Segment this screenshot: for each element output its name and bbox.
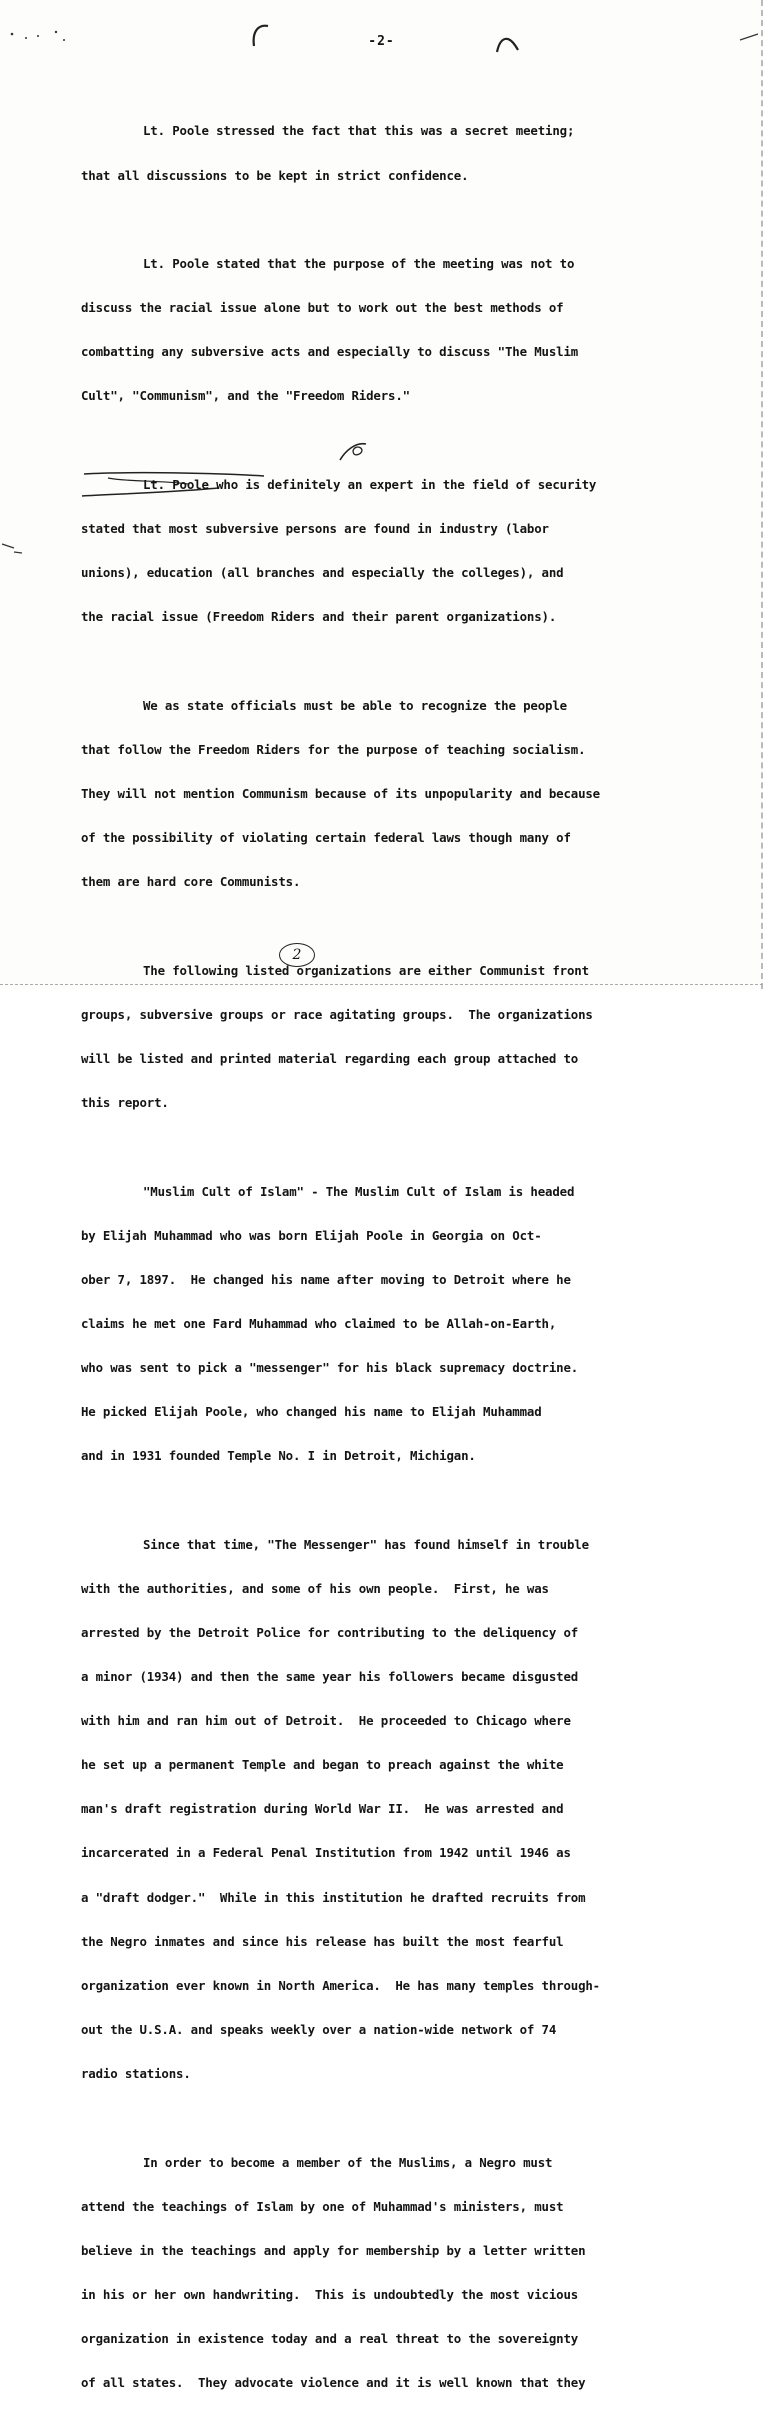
text-line: the Negro inmates and since his release has built the most fearful <box>81 1933 564 1949</box>
document-body <box>81 95 741 2435</box>
paragraph-4 <box>81 669 741 919</box>
text-line: arrested by the Detroit Police for contributing to the deliquency of <box>81 1624 579 1640</box>
text-line: In order to become a member of the Muslims, a Negro must <box>143 2154 553 2170</box>
text-line: that all discussions to be kept in strict confidence. <box>81 167 469 183</box>
paragraph-1 <box>81 95 741 213</box>
text-line: unions), education (all branches and especially the colleges), and <box>81 565 564 581</box>
text-line: who was sent to pick a "messenger" for his black supremacy doctrine. <box>81 1359 579 1375</box>
text-line: a "draft dodger." While in this institution he drafted recruits from <box>81 1889 586 1905</box>
text-line: organization in existence today and a real threat to the sovereignty <box>81 2330 579 2346</box>
text-line: radio stations. <box>81 2066 191 2081</box>
text-line: stated that most subversive persons are found in industry (labor <box>81 520 549 536</box>
text-line: this report. <box>81 1095 169 1110</box>
text-line: organization ever known in North America. He has many temples through- <box>81 1977 600 1993</box>
paragraph-8 <box>81 2126 741 2420</box>
handwritten-page-number: 2 <box>279 943 315 967</box>
text-line: "Muslim Cult of Islam" - The Muslim Cult of Islam is headed <box>143 1183 575 1199</box>
text-line: them are hard core Communists. <box>81 874 301 890</box>
text-line: ober 7, 1897. He changed his name after moving to Detroit where he <box>81 1271 571 1287</box>
text-line: Since that time, "The Messenger" has found himself in trouble <box>143 1536 589 1552</box>
scan-bottom-edge <box>0 983 763 985</box>
text-line: of all states. They advocate violence and it is well known that they <box>81 2375 586 2391</box>
text-line: We as state officials must be able to recognize the people <box>143 697 567 713</box>
scan-right-edge <box>759 0 763 989</box>
text-line: that follow the Freedom Riders for the purpose of teaching socialism. <box>81 741 586 757</box>
text-line: Lt. Poole who is definitely an expert in the field of security <box>143 476 597 492</box>
text-line: in his or her own handwriting. This is undoubtedly the most vicious <box>81 2286 579 2302</box>
text-line: claims he met one Fard Muhammad who claimed to be Allah-on-Earth, <box>81 1315 557 1331</box>
paragraph-5 <box>81 934 741 1140</box>
paragraph-7 <box>81 1508 741 2111</box>
text-line: groups, subversive groups or race agitating groups. The organizations <box>81 1006 593 1022</box>
text-line: combatting any subversive acts and especially to discuss "The Muslim <box>81 344 579 360</box>
text-line: man's draft registration during World War II. He was arrested and <box>81 1801 564 1817</box>
text-line: out the U.S.A. and speaks weekly over a nation-wide network of 74 <box>81 2021 557 2037</box>
text-line: with him and ran him out of Detroit. He proceeded to Chicago where <box>81 1713 571 1729</box>
scan-dash-left-margin <box>0 538 24 558</box>
text-line: by Elijah Muhammad who was born Elijah Poole in Georgia on Oct- <box>81 1227 542 1243</box>
text-line: attend the teachings of Islam by one of Muhammad's ministers, must <box>81 2198 564 2214</box>
text-line: Cult", "Communism", and the "Freedom Riders." <box>81 388 410 404</box>
text-line: a minor (1934) and then the same year his followers became disgusted <box>81 1669 579 1685</box>
text-line: incarcerated in a Federal Penal Institution from 1942 until 1946 as <box>81 1845 571 1861</box>
text-line: the racial issue (Freedom Riders and their parent organizations). <box>81 609 557 625</box>
text-line: Lt. Poole stated that the purpose of the meeting was not to <box>143 256 575 272</box>
paragraph-2 <box>81 228 741 434</box>
paragraph-3 <box>81 448 741 654</box>
text-line: he set up a permanent Temple and began to preach against the white <box>81 1757 564 1773</box>
text-line: believe in the teachings and apply for membership by a letter written <box>81 2242 586 2258</box>
text-line: He picked Elijah Poole, who changed his name to Elijah Muhammad <box>81 1404 542 1420</box>
paragraph-6-muslim-cult <box>81 1155 741 1493</box>
text-line: discuss the racial issue alone but to work out the best methods of <box>81 300 564 316</box>
text-line: They will not mention Communism because of its unpopularity and because <box>81 785 600 801</box>
text-line: and in 1931 founded Temple No. I in Detroit, Michigan. <box>81 1448 476 1464</box>
text-line: of the possibility of violating certain federal laws though many of <box>81 830 571 846</box>
text-line: will be listed and printed material regarding each group attached to <box>81 1050 579 1066</box>
text-line: with the authorities, and some of his own people. First, he was <box>81 1580 549 1596</box>
text-line: Lt. Poole stressed the fact that this was a secret meeting; <box>143 123 575 139</box>
text-line: The following listed organizations are either Communist front <box>143 962 589 978</box>
page-number: -2- <box>368 34 395 49</box>
